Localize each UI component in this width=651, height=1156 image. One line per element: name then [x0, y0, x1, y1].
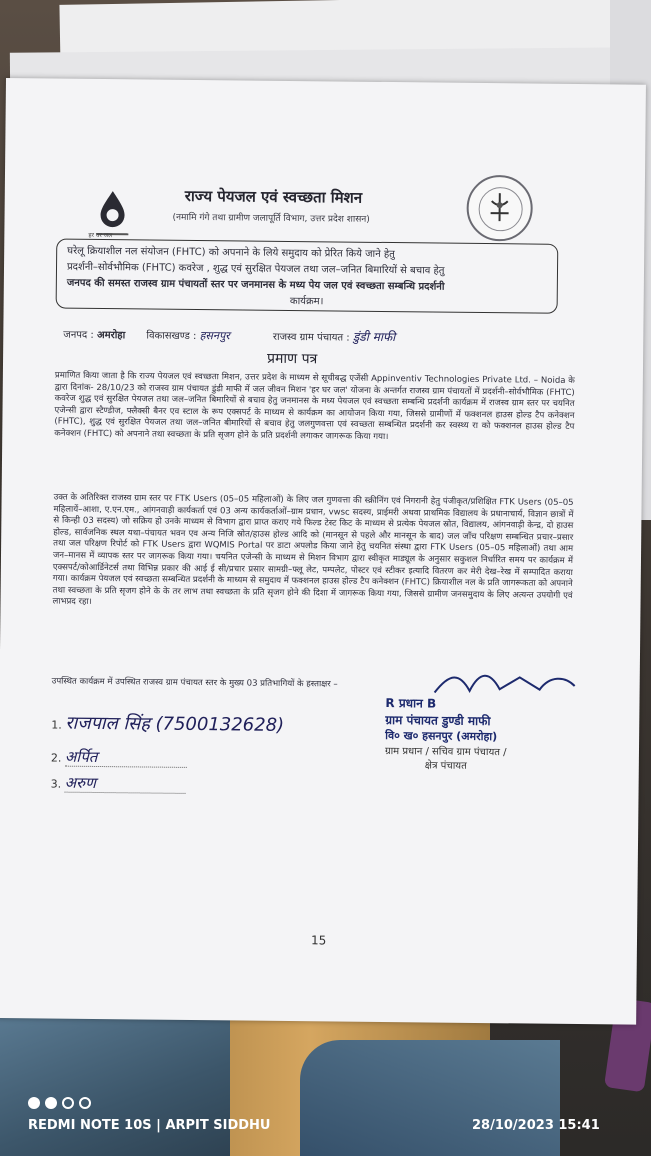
- signature-row-1: [51, 711, 284, 737]
- stamp-line-2: वि० ख० हसनपुर (अमरोहा): [385, 729, 498, 744]
- pradhan-stamp: [385, 694, 586, 773]
- campaign-line-3: जनपद की समस्त राजस्व ग्राम पंचायतों स्तर पर जनमानस के मध्य पेय जल एवं स्वच्छता सम्बन्धि प्रदर्शनी: [66, 277, 445, 293]
- page-subtitle: (नमामि गंगे तथा ग्रामीण जलापूर्ति विभाग, उत्तर प्रदेश शासन): [172, 212, 370, 225]
- body-paragraph-1: प्रमाणित किया जाता है कि राज्य पेयजल एवं स्वच्छता मिशन, उत्तर प्रदेश के माध्यम से सूचीबद्ध एजेंसी Appinventiv Technologies Private Ltd. – Noida के द्वारा दिनांक- 28/10/23 को राजस्व ग्राम पंचायत डुंडी माफी में जल जीवन मिशन 'हर घर जल' योजना के अन्तर्गत राजस्व ग्राम पंचायतों में प्रदर्शनी–सोर्वभौमिक (FHTC) कवरेज शुद्ध एवं सुरक्षित पेयजल तथा जल–जनित बिमारियों से बचाव हेतु जनमानस के मध्य पेयजल एवं स्वच्छता सम्बन्धि प्रदर्शनी कार्यक्रम में राजस्व ग्राम स्तर पर चयनित एजेन्सी द्वारा स्टैण्डीज, फ्लैक्सी बैनर एव स्टाल के रूप एक्सपर्ट के माध्यम से कार्यक्रम का आयोजन किया गया, जिससे ग्रामीणों में फक्शनल हाउस होल्ड टैप कनेक्शन (FHTC), शुद्ध एवं सुरक्षित पेयजल तथा जल–जनित बीमारियों से बचाव हेतु जलगुणवत्ता एवं स्वच्छता सम्बन्धित प्रदर्शनी कर स्वस्थ्य रा को फक्शनल हाउस होल्ड टैप कनेक्शन (FHTC) को अपनाने तथा स्वच्छता के प्रति सृजग होने के प्रति प्रदर्शनी लगाकर जागरूक किया गया।: [54, 370, 575, 442]
- page-number: 15: [310, 933, 327, 948]
- campaign-line-4: कार्यक्रम।: [289, 295, 324, 308]
- dot-icon: [28, 1097, 40, 1109]
- up-govt-emblem-icon: [466, 175, 533, 242]
- dot-icon: [62, 1097, 74, 1109]
- fabric-right: [300, 1040, 560, 1156]
- stamp-line-3: ग्राम प्रधान / सचिव ग्राम पंचायत /: [384, 746, 507, 759]
- campaign-box: [56, 239, 559, 314]
- logo-left-caption: हर घर जल: [88, 231, 113, 240]
- certificate-document: [0, 78, 646, 1025]
- camera-model-watermark: REDMI NOTE 10S | ARPIT SIDDHU: [28, 1118, 271, 1133]
- signature-text: राजपाल सिंह (7500132628): [65, 712, 285, 736]
- camera-watermark-dots: [28, 1094, 96, 1113]
- panchayat-label: राजस्व ग्राम पंचायत :: [272, 331, 350, 344]
- signature-index: 2.: [50, 751, 62, 765]
- page-title: राज्य पेयजल एवं स्वच्छता मिशन: [184, 186, 363, 207]
- block-label: विकासखण्ड :: [146, 330, 197, 343]
- dot-icon: [79, 1097, 91, 1109]
- signature-text: अर्पित: [65, 748, 188, 768]
- signature-row-2: [51, 747, 188, 768]
- signatures-note: उपस्थित कार्यक्रम में उपस्थित राजस्व ग्राम पंचायत स्तर के मुख्य 03 प्रतिभागियों के हस्ताक्षर –: [51, 676, 338, 690]
- signature-row-3: [51, 773, 186, 794]
- camera-datetime-watermark: 28/10/2023 15:41: [472, 1118, 600, 1133]
- fabric-left: [0, 1010, 230, 1156]
- block-value: हसनपुर: [199, 329, 230, 343]
- dot-icon: [45, 1097, 57, 1109]
- stamp-line-1: ग्राम पंचायत डुण्डी माफी: [385, 713, 491, 729]
- panchayat-value: डुंडी माफी: [352, 329, 396, 345]
- stamp-line-4: क्षेत्र पंचायत: [424, 760, 467, 772]
- district-value: अमरोहा: [96, 329, 126, 342]
- location-fields: [63, 325, 563, 347]
- stamp-sign-label: R प्रधान B: [385, 696, 437, 711]
- signature-index: 3.: [50, 777, 62, 791]
- certificate-title: प्रमाण पत्र: [266, 350, 318, 368]
- body-paragraph-2: उक्त के अतिरिक्त राजस्व ग्राम स्तर पर FTK Users (05–05 महिलाओं) के लिए जल गुणवत्ता की स्क्रीनिंग एवं निगरानी हेतु पंजीकृत/प्रशिक्षित FTK Users (05–05 महिलायें–आशा, ए.एन.एम., आंगनवाड़ी कार्यकर्ता एवं 03 अन्य कार्यकर्ताओं–ग्राम प्रधान, vwsc सदस्य, प्राईमरी अथवा प्राथमिक विद्यालय के प्रधानाचार्य, विज्ञान छात्रों में से किन्ही 03 सदस्य) जो सक्रिय हो उनके माध्यम से विभाग द्वारा प्राप्त कराए गये फिल्ड टेस्ट किट के माध्यम से प्रत्येक पेयजल स्रोत, विद्यालय, आंगनवाड़ी केन्द्र, दो हाउस होल्ड, सार्वजनिक स्थल यथा–पंचायत भवन एव अन्य निजि स्रोत/हाउस होल्ड आदि को (मानसून से पहले और मानसून के बाद) जल जाँच परिक्षण सम्बन्धित प्रचार–प्रसार तथा जल परिक्षण रिपोर्ट को FTK Users द्वारा WQMIS Portal पर डाटा अपलोड किया जाने हेतु चयनित संस्था द्वारा FTK Users (05–05 महिलाओं) तथा आम जन–मानस में व्यापक स्तर पर जागरूक किया गया। चयनित एजेन्सी के माध्यम से मिशन विभाग द्वारा स्वीकृत माड्यूल के अनुसार सकुशल निर्धारित समय पर कार्यक्रम में एक्सपर्ट/कोआर्डिनेटर्स तथा विभिन्न प्रकार की आई ई सी/प्रचार प्रसार सामग्री–फ्लू लेट, पम्पलेट, पोस्टर एवं स्टीकर इत्यादि वितरण कर मेरी देख–रेख में सम्पादित कराया गया। कार्यक्रम पेयजल एवं स्वच्छता सम्बन्धित प्रदर्शनी के माध्यम से समुदाय में फक्शनल हाउस होल्ड टैप कनेक्शन (FHTC) क्रियाशील नल के प्रति जागरूकता को अपनाने तथा स्वच्छता के प्रति सृजग होने के के तर लाभ तथा स्वच्छता के प्रति सृजग होने की दिशा में जागरूक किया गया, जिससे ग्रामीण जनसमुदाय के लिए अत्यन्त उपयोगी एवं लाभप्रद रहा।: [52, 492, 574, 608]
- signature-index: 1.: [51, 718, 62, 732]
- district-label: जनपद :: [63, 329, 94, 341]
- campaign-line-1: घरेलू क्रियाशील नल संयोजन (FHTC) को अपनाने के लिये समुदाय को प्रेरित किये जाने हेतु: [67, 245, 395, 261]
- signature-text: अरुण: [65, 774, 186, 794]
- campaign-line-2: प्रदर्शनी–सोर्वभौमिक (FHTC) कवरेज , शुद्ध एवं सुरक्षित पेयजल तथा जल–जनित बिमारियों से बचाव हेतु: [66, 261, 445, 277]
